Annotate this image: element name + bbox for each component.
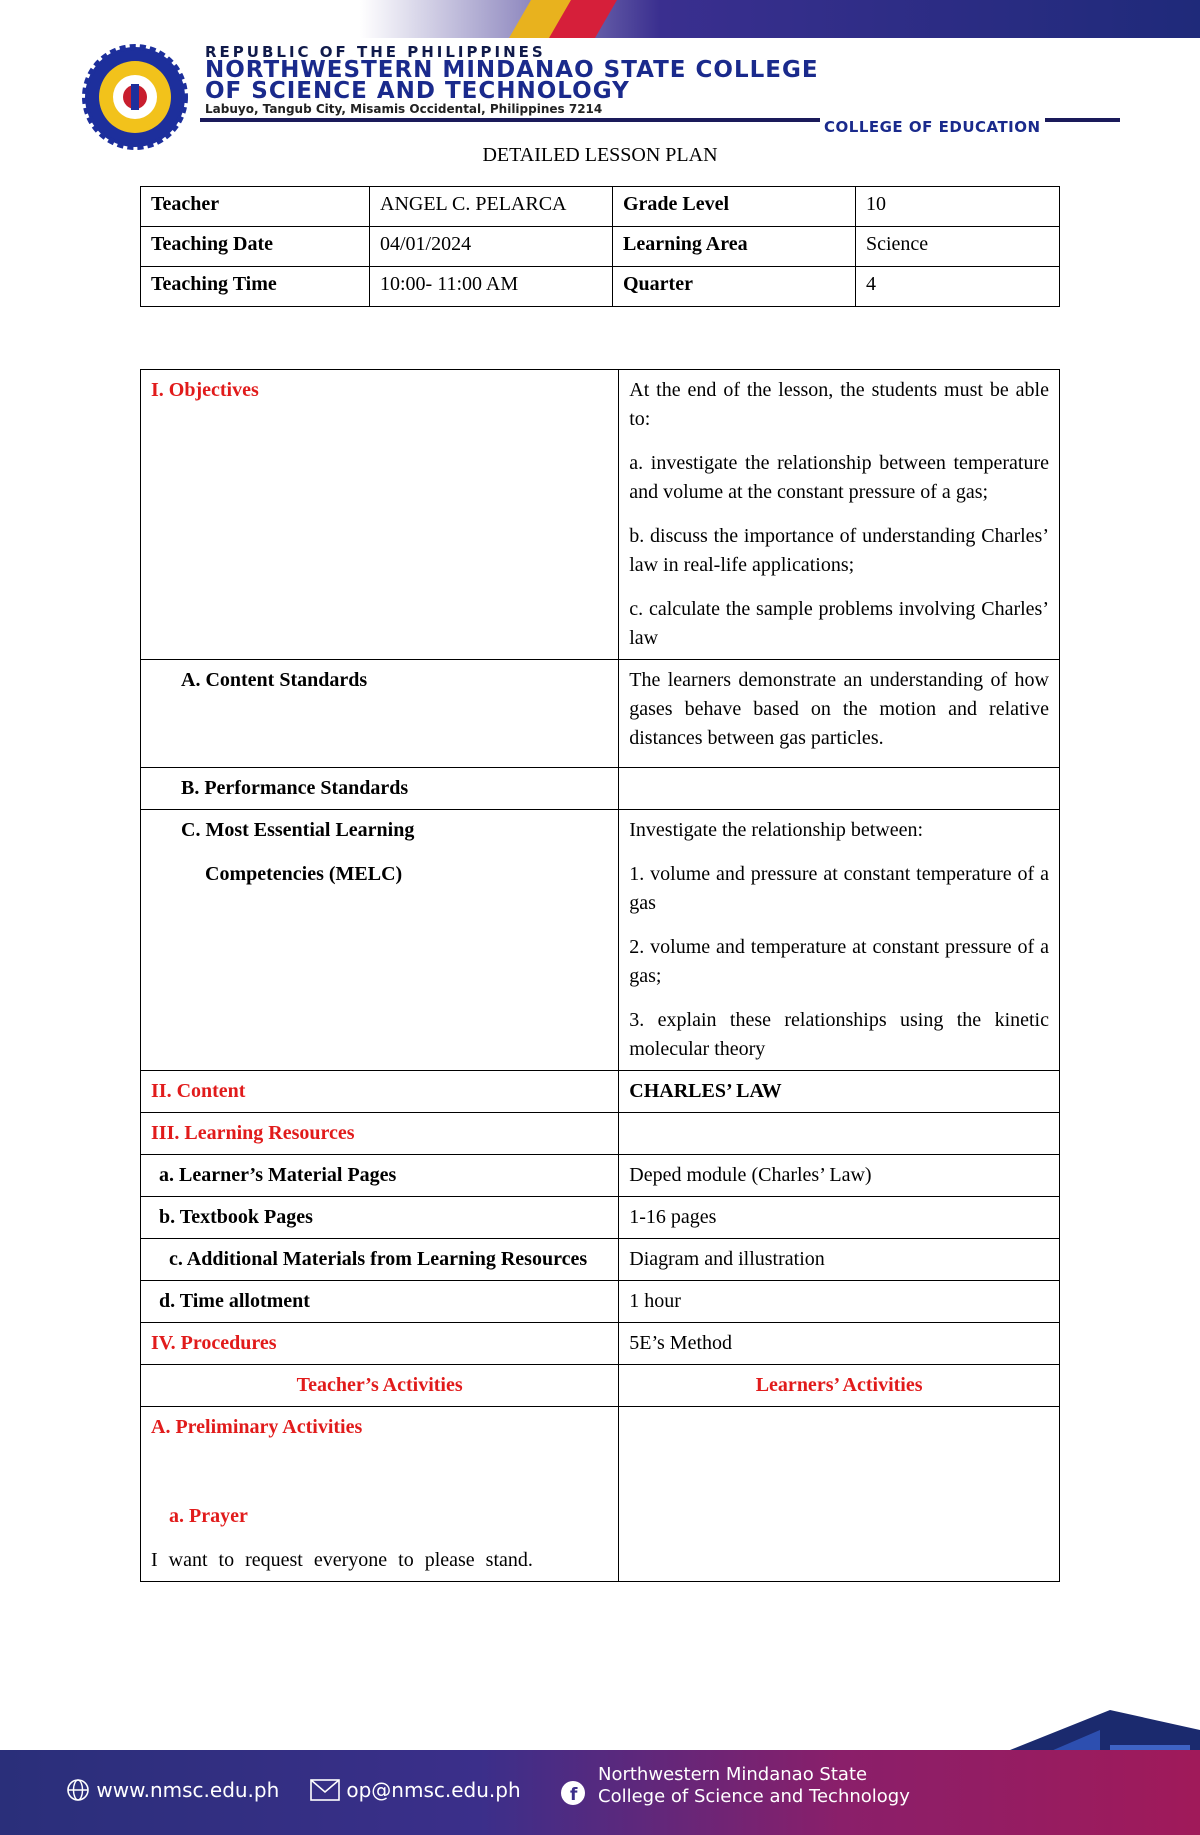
department-label: COLLEGE OF EDUCATION — [820, 118, 1045, 136]
table-row — [141, 660, 1060, 768]
republic-heading: REPUBLIC OF THE PHILIPPINES — [205, 43, 546, 61]
teaching-time-label: Teaching Time — [141, 267, 370, 307]
melc-item-2: 2. volume and temperature at constant pressure of a gas; — [629, 936, 1049, 987]
melc-item-1: 1. volume and pressure at constant temperature of a gas — [629, 863, 1049, 914]
college-name-line2: OF SCIENCE AND TECHNOLOGY — [205, 78, 630, 104]
learners-material-label: a. Learner’s Material Pages — [141, 1155, 619, 1197]
content-value: CHARLES’ LAW — [619, 1071, 1060, 1113]
time-allotment-label: d. Time allotment — [141, 1281, 619, 1323]
prayer-label: a. Prayer — [169, 1505, 248, 1527]
grade-level-label: Grade Level — [613, 187, 856, 227]
table-row — [141, 187, 1060, 227]
procedures-value: 5E’s Method — [619, 1323, 1060, 1365]
objectives-cell — [141, 370, 619, 660]
footer-website[interactable] — [66, 1778, 279, 1802]
quarter-value: 4 — [856, 267, 1060, 307]
objective-c: c. calculate the sample problems involving Charles’ law — [629, 598, 1049, 649]
procedures-label: IV. Procedures — [151, 1332, 277, 1354]
objective-a: a. investigate the relationship between temperature and volume at the constant pressure of a gas; — [629, 452, 1049, 503]
performance-standards-label: B. Performance Standards — [141, 768, 619, 810]
website-text: www.nmsc.edu.ph — [96, 1778, 280, 1802]
facebook-name-line1: Northwestern Mindanao State — [598, 1764, 868, 1785]
college-name-line1: NORTHWESTERN MINDANAO STATE COLLEGE — [205, 57, 819, 83]
table-row — [141, 1407, 1060, 1582]
teaching-time-value: 10:00- 11:00 AM — [370, 267, 613, 307]
table-row — [141, 227, 1060, 267]
objectives-intro: At the end of the lesson, the students must be able to: — [629, 379, 1049, 430]
table-row — [141, 1365, 1060, 1407]
resources-empty-cell — [619, 1113, 1060, 1155]
globe-icon — [66, 1778, 90, 1802]
textbook-pages-label: b. Textbook Pages — [141, 1197, 619, 1239]
learner-activities-header: Learners’ Activities — [755, 1374, 923, 1396]
learning-area-value: Science — [856, 227, 1060, 267]
learner-activities-header-cell — [619, 1365, 1060, 1407]
table-row — [141, 1155, 1060, 1197]
college-seal-logo — [82, 44, 188, 150]
melc-item-3: 3. explain these relationships using the kinetic molecular theory — [629, 1009, 1049, 1060]
additional-materials-value: Diagram and illustration — [619, 1239, 1060, 1281]
header-text-block — [205, 44, 819, 116]
lesson-plan-table — [140, 369, 1060, 1582]
grade-level-value: 10 — [856, 187, 1060, 227]
table-row — [141, 1197, 1060, 1239]
textbook-pages-value: 1-16 pages — [619, 1197, 1060, 1239]
table-row — [141, 1239, 1060, 1281]
teaching-date-label: Teaching Date — [141, 227, 370, 267]
learning-resources-label: III. Learning Resources — [151, 1122, 355, 1144]
preliminary-cell — [141, 1407, 619, 1582]
content-label-cell — [141, 1071, 619, 1113]
table-row — [141, 1113, 1060, 1155]
resources-label-cell — [141, 1113, 619, 1155]
email-text: op@nmsc.edu.ph — [346, 1778, 521, 1802]
teacher-value: ANGEL C. PELARCA — [370, 187, 613, 227]
teacher-activities-header-cell — [141, 1365, 619, 1407]
learning-area-label: Learning Area — [613, 227, 856, 267]
preliminary-activities-label: A. Preliminary Activities — [151, 1416, 363, 1438]
additional-materials-label: c. Additional Materials from Learning Resources — [141, 1239, 619, 1281]
table-row — [141, 370, 1060, 660]
footer-bar — [0, 1750, 1200, 1835]
content-label: II. Content — [151, 1080, 246, 1102]
footer-facebook-name[interactable] — [598, 1764, 910, 1808]
table-row — [141, 810, 1060, 1071]
top-banner — [0, 0, 1200, 38]
facebook-name-line2: College of Science and Technology — [598, 1786, 910, 1807]
college-address: Labuyo, Tangub City, Misamis Occidental, Philippines 7214 — [205, 102, 603, 116]
melc-intro: Investigate the relationship between: — [629, 819, 924, 841]
footer-email[interactable] — [310, 1778, 521, 1802]
melc-label-line2: Competencies (MELC) — [205, 863, 403, 885]
content-standards-value: The learners demonstrate an understanding of how gases behave based on the motion and relative distances between gas particles. — [619, 660, 1060, 768]
table-row — [141, 267, 1060, 307]
procedures-label-cell — [141, 1323, 619, 1365]
table-row — [141, 1071, 1060, 1113]
quarter-label: Quarter — [613, 267, 856, 307]
time-allotment-value: 1 hour — [619, 1281, 1060, 1323]
table-row — [141, 1281, 1060, 1323]
learner-response-cell — [619, 1407, 1060, 1582]
teaching-date-value: 04/01/2024 — [370, 227, 613, 267]
mail-icon — [310, 1779, 340, 1801]
objective-b: b. discuss the importance of understanding Charles’ law in real-life applications; — [629, 525, 1049, 576]
teacher-label: Teacher — [141, 187, 370, 227]
table-row — [141, 768, 1060, 810]
melc-content — [619, 810, 1060, 1071]
performance-standards-value — [619, 768, 1060, 810]
document-title: DETAILED LESSON PLAN — [482, 144, 718, 166]
objectives-content — [619, 370, 1060, 660]
lesson-info-table — [140, 186, 1060, 307]
facebook-icon[interactable] — [560, 1780, 586, 1806]
learners-material-value: Deped module (Charles’ Law) — [619, 1155, 1060, 1197]
prayer-text: I want to request everyone to please stand. — [151, 1549, 533, 1571]
objectives-label: I. Objectives — [151, 379, 259, 401]
content-standards-label: A. Content Standards — [141, 660, 619, 768]
melc-label-line1: C. Most Essential Learning — [181, 819, 415, 841]
svg-text:f: f — [570, 1785, 578, 1805]
teacher-activities-header: Teacher’s Activities — [296, 1374, 463, 1396]
melc-label-cell — [141, 810, 619, 1071]
table-row — [141, 1323, 1060, 1365]
